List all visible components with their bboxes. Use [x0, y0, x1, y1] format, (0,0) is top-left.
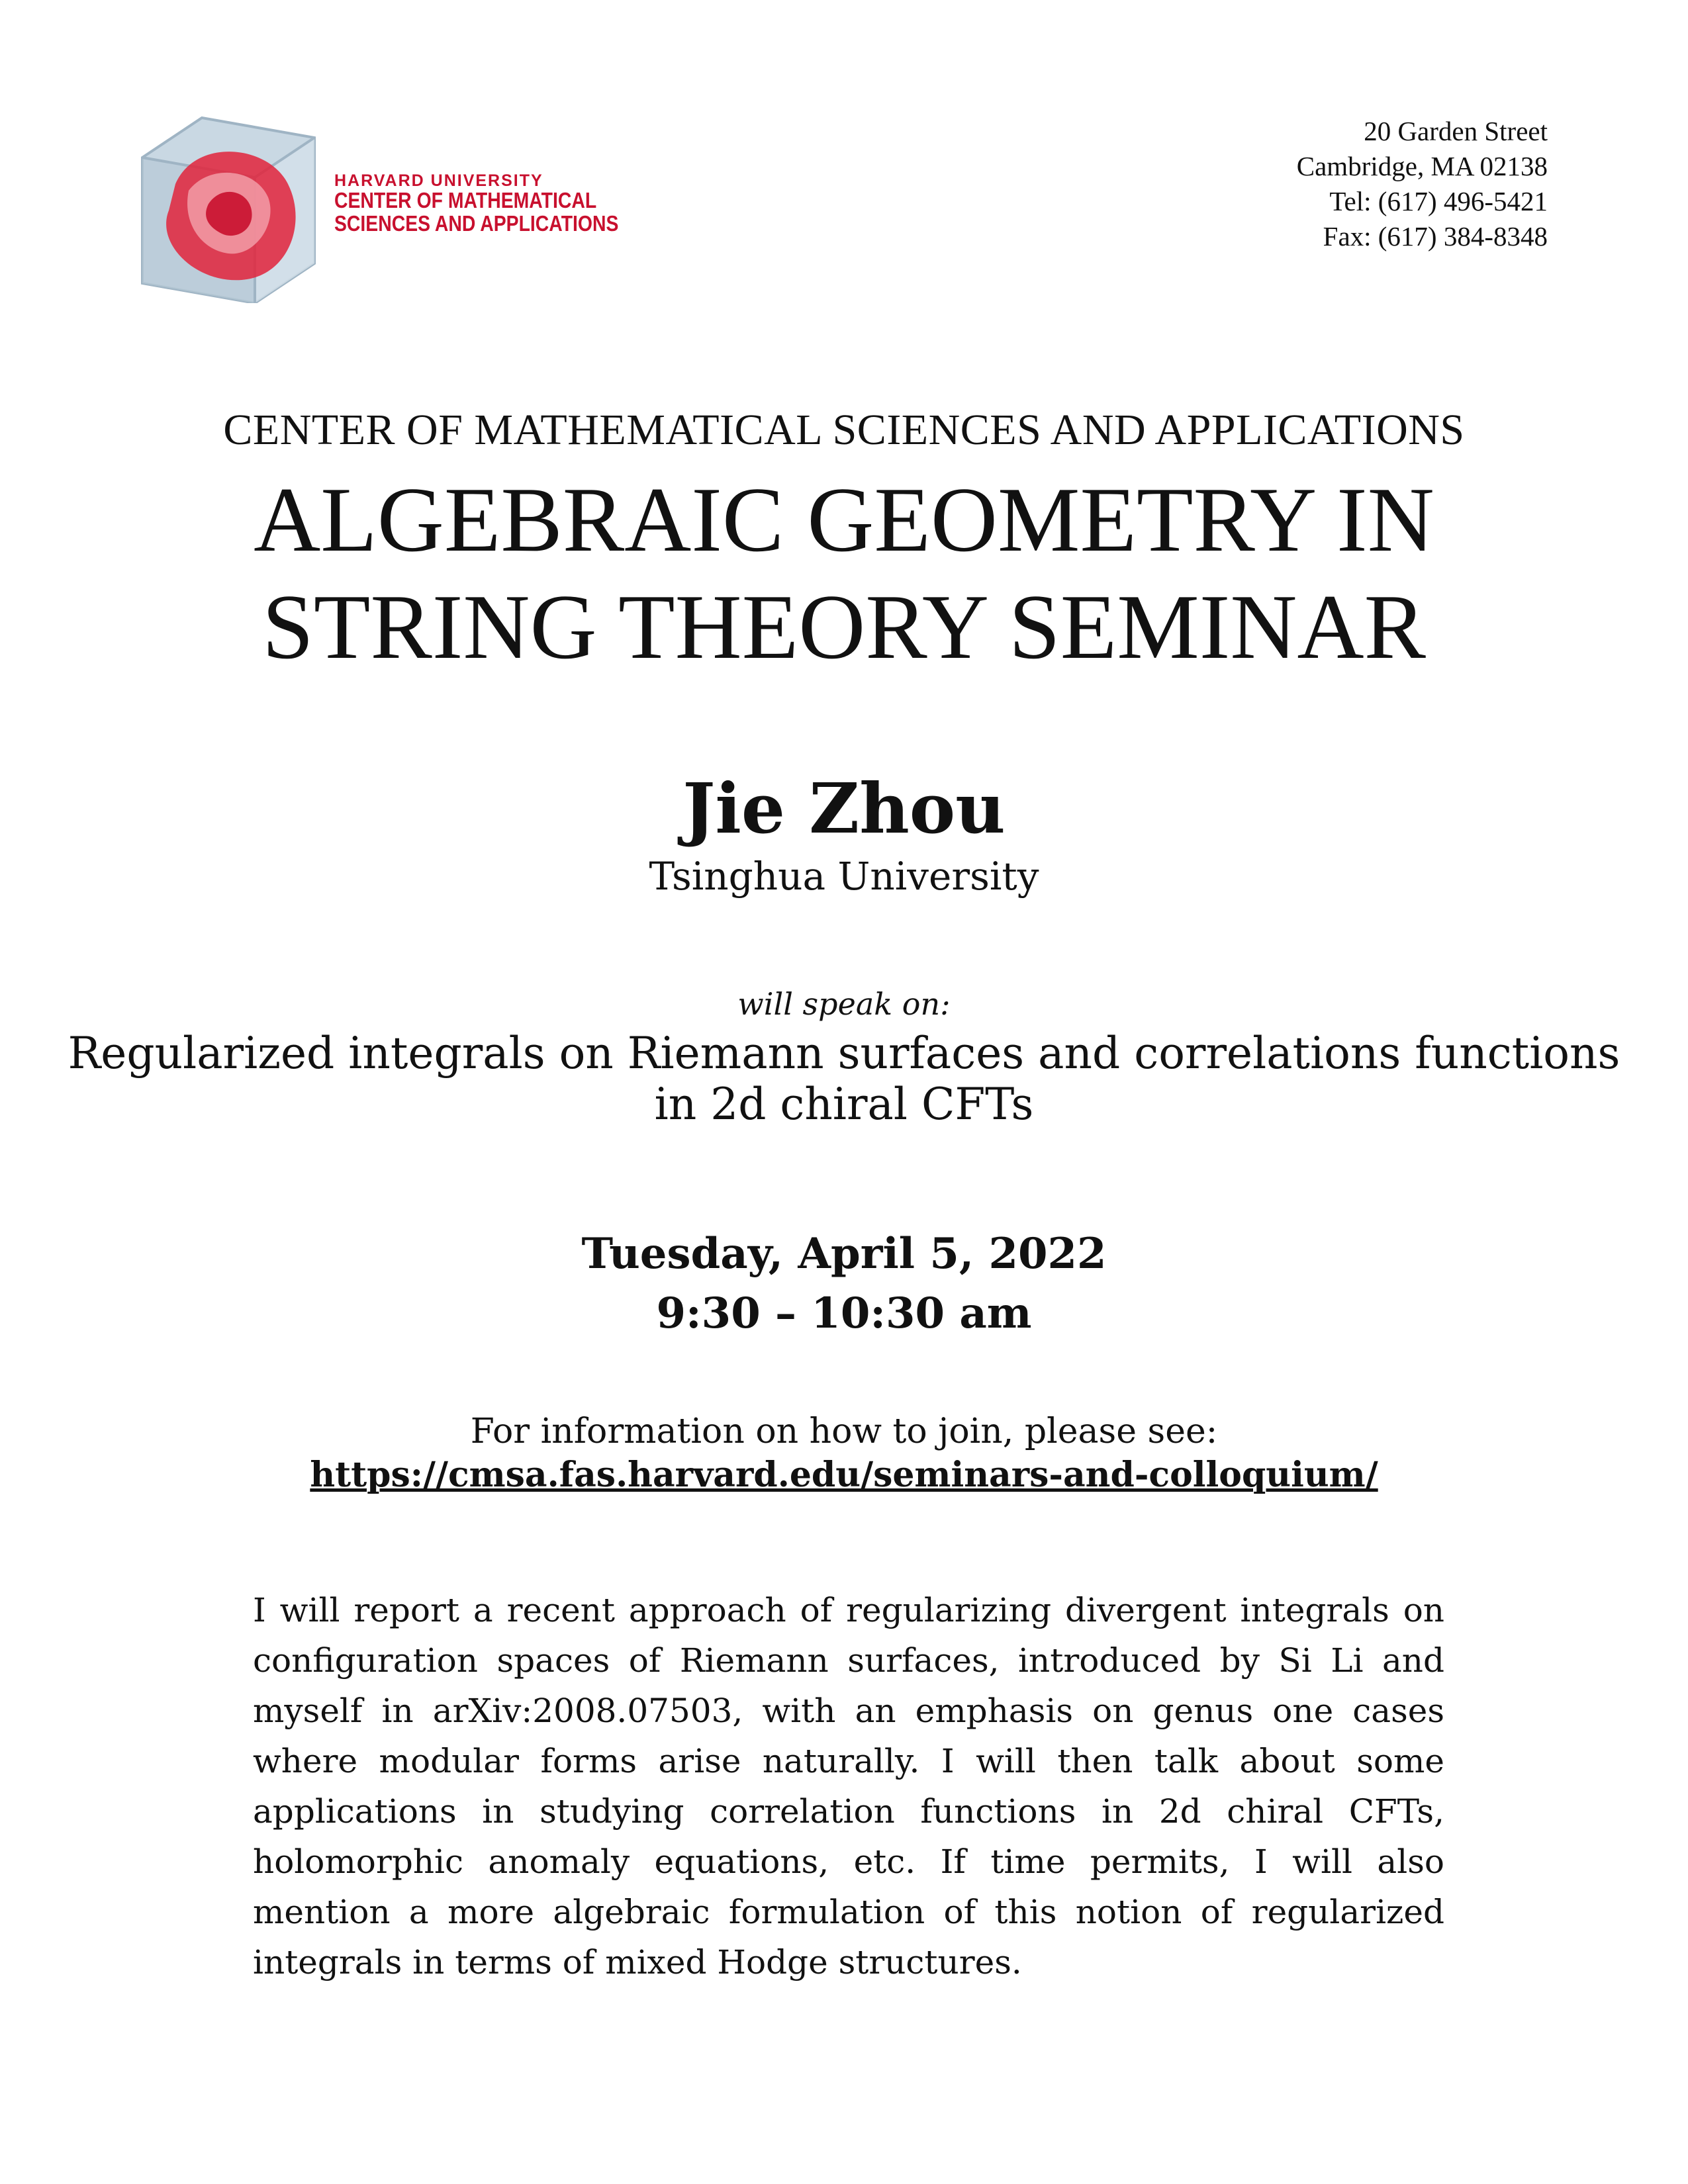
- address-fax: Fax: (617) 384-8348: [1323, 221, 1548, 251]
- seminar-title-line-2: STRING THEORY SEMINAR: [262, 576, 1426, 678]
- speaker-affiliation: Tsinghua University: [649, 854, 1039, 899]
- talk-time: 9:30 – 10:30 am: [656, 1289, 1032, 1338]
- seminar-title-line-1: ALGEBRAIC GEOMETRY IN: [254, 469, 1434, 571]
- address-city: Cambridge, MA 02138: [1296, 151, 1548, 181]
- cube-logo-graphic: [136, 111, 328, 303]
- join-info-text: For information on how to join, please see:: [470, 1412, 1218, 1451]
- seminars-link[interactable]: https://cmsa.fas.harvard.edu/seminars-and-colloquium/: [310, 1455, 1378, 1495]
- talk-title-line-1: Regularized integrals on Riemann surfaces and correlations functions: [68, 1028, 1620, 1079]
- talk-datetime: [0, 1224, 1688, 1343]
- talk-title-line-2: in 2d chiral CFTs: [654, 1079, 1034, 1130]
- abstract-paragraph: I will report a recent approach of regularizing divergent integrals on configuration spaces of Riemann surfaces, introduced by Si Li and myself in arXiv:2008.07503, with an emphasis on genus one cases where modular forms arise naturally. I will then talk about some applications in studying correlation functions in 2d chiral CFTs, holomorphic anomaly equations, etc. If time permits, I will also mention a more algebraic formulation of this notion of regularized integrals in terms of mixed Hodge structures.: [253, 1591, 1444, 1981]
- logo-text: [334, 172, 665, 236]
- address-street: 20 Garden Street: [1364, 116, 1548, 146]
- center-heading: CENTER OF MATHEMATICAL SCIENCES AND APPLICATIONS: [223, 406, 1465, 454]
- speak-on-label: will speak on:: [737, 986, 951, 1022]
- cmsa-logo: [136, 111, 619, 303]
- seminar-title: [0, 467, 1688, 681]
- speaker-name: Jie Zhou: [682, 768, 1006, 849]
- address-block: [1297, 114, 1548, 254]
- logo-line-center: CENTER OF MATHEMATICAL: [334, 188, 597, 213]
- talk-date: Tuesday, April 5, 2022: [581, 1229, 1107, 1279]
- logo-line-university: HARVARD UNIVERSITY: [334, 171, 543, 190]
- join-info: [0, 1410, 1688, 1497]
- address-tel: Tel: (617) 496-5421: [1329, 186, 1548, 216]
- logo-line-sciences: SCIENCES AND APPLICATIONS: [334, 210, 619, 236]
- talk-title: [0, 1028, 1688, 1130]
